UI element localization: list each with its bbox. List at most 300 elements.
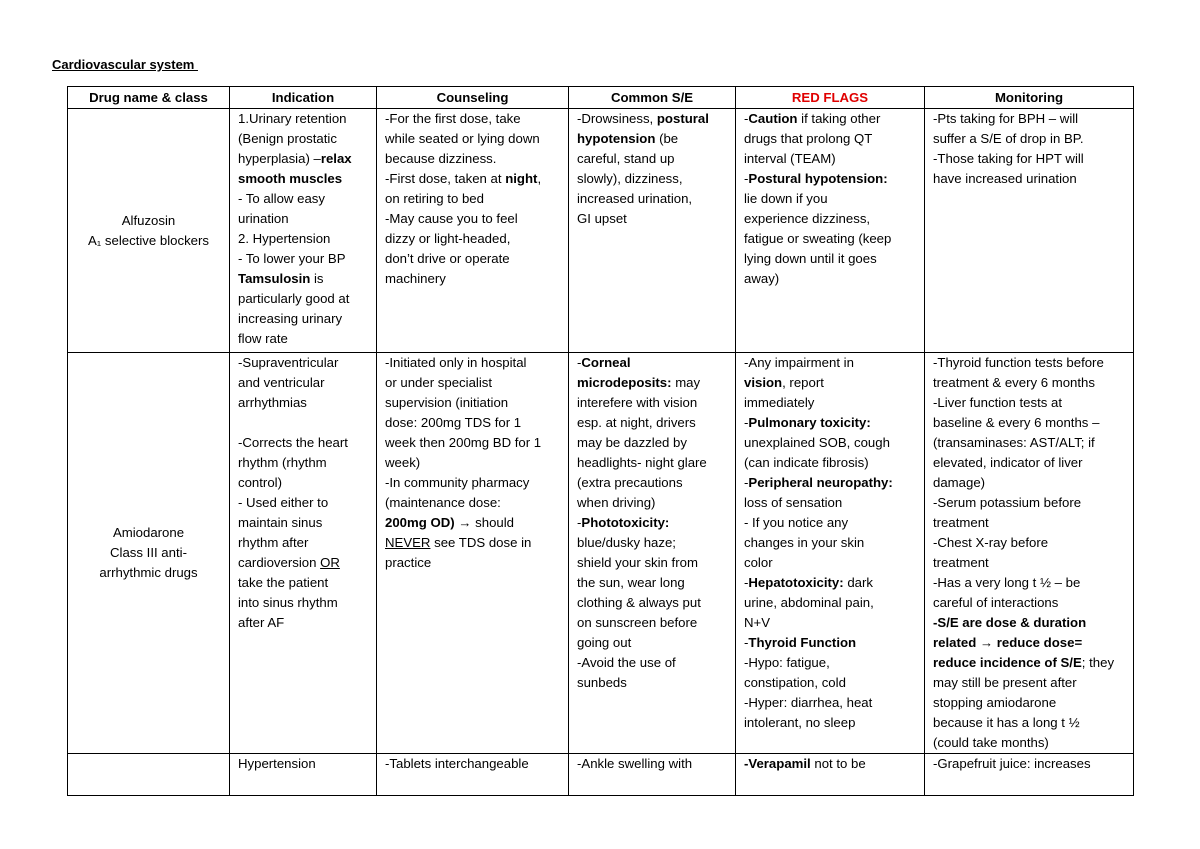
text-run: hyperplasia) – [238,151,321,166]
cell-line [577,149,735,169]
cell-line [577,373,735,393]
cell-line [933,453,1133,473]
cell-line [744,373,924,393]
text-run: -Grapefruit juice: increases [933,756,1091,771]
red-flags-cell [736,109,925,353]
cell-line [933,433,1133,453]
drug-name-line: A₁ selective blockers [88,232,209,248]
drug-name-line: Alfuzosin [121,212,176,228]
text-run: treatment [933,515,989,530]
cell-line [933,553,1133,573]
text-run: night [505,171,538,186]
text-run: shield your skin from [577,555,698,570]
text-run: Corneal [581,355,631,370]
text-run: , report [782,375,824,390]
text-run: -For the first dose, take [385,111,521,126]
cell-line [238,209,376,229]
header-counseling: Counseling [377,87,569,109]
text-run: on retiring to bed [385,191,484,206]
cell-line [385,189,568,209]
text-run: -Tablets interchangeable [385,756,529,771]
text-run: intolerant, no sleep [744,715,856,730]
text-run: - [744,415,749,430]
text-run: -Avoid the use of [577,655,676,670]
text-run: - [577,355,582,370]
cell-line [744,149,924,169]
cell-line [933,473,1133,493]
page-title: Cardiovascular system [52,57,198,72]
text-run: (be [655,131,679,146]
text-run: fatigue or sweating (keep [744,231,892,246]
header-indication: Indication [230,87,377,109]
text-run: -First dose, taken at [385,171,506,186]
cell-line [744,109,924,129]
text-run: - Used either to [238,495,329,510]
red-flags-cell [736,353,925,754]
text-run: headlights- night glare [577,455,707,470]
header-common-se: Common S/E [569,87,736,109]
text-run: and ventricular [238,375,325,390]
text-run: 2. Hypertension [238,231,331,246]
cell-line [933,573,1133,593]
text-run: - [744,635,749,650]
cell-line [385,754,568,774]
text-run: experience dizziness, [744,211,871,226]
text-run: elevated, indicator of liver [933,455,1083,470]
cell-line [577,169,735,189]
cell-line [577,633,735,653]
cell-line [744,453,924,473]
text-run: treatment [933,555,989,570]
cell-line [744,129,924,149]
cell-line [933,513,1133,533]
text-run: going out [577,635,632,650]
cell-line [933,673,1133,693]
text-run: interval (TEAM) [744,151,836,166]
text-run: -Verapamil [744,756,811,771]
cell-line [933,373,1133,393]
text-run: (transaminases: AST/ALT; if [933,435,1095,450]
text-run: week) [385,455,421,470]
cell-line [744,209,924,229]
text-run: not to be [810,756,866,771]
text-run: maintain sinus [238,515,323,530]
text-run: urination [238,211,289,226]
text-run: -Thyroid function tests before [933,355,1104,370]
cell-line [577,513,735,533]
text-run: postural [656,111,709,126]
text-run: unexplained SOB, cough [744,435,890,450]
text-run: dark [843,575,873,590]
cell-line [238,393,376,413]
text-run: microdeposits: [577,375,672,390]
cell-line [385,249,568,269]
text-run: ; they [1081,655,1115,670]
text-run: lying down until it goes [744,251,877,266]
cell-line [238,353,376,373]
text-run: - [744,575,749,590]
red-flags-cell [736,754,925,796]
cell-line [744,393,924,413]
cell-line [238,149,376,169]
text-run: hypotension [577,131,656,146]
cell-line [385,413,568,433]
cell-line [238,373,376,393]
cell-line [577,754,735,774]
cell-line [577,533,735,553]
text-run: N+V [744,615,771,630]
text-run: Postural hypotension: [748,171,888,186]
cell-line [933,149,1133,169]
text-run: blue/dusky haze; [577,535,676,550]
cell-line [933,393,1133,413]
text-run: -Has a very long t ½ – be [933,575,1081,590]
text-run: GI upset [577,211,627,226]
cell-line [744,169,924,189]
cell-line [744,553,924,573]
text-run: arrhythmias [238,395,307,410]
cell-line [933,353,1133,373]
cell-line [744,533,924,553]
cell-line [238,109,376,129]
text-run: Tamsulosin [238,271,311,286]
text-run: color [744,555,773,570]
drug-name-line: arrhythmic drugs [99,565,198,580]
indication-cell [230,754,377,796]
cell-line [933,653,1133,673]
cell-line [385,513,568,533]
counseling-cell [377,109,569,353]
cell-line [238,613,376,633]
cell-line [238,169,376,189]
text-run: or under specialist [385,375,493,390]
header-red-flags: RED FLAGS [736,87,925,109]
drug-name-cell [68,754,230,796]
text-run: OR [320,555,340,570]
cell-line [744,433,924,453]
text-run: -Corrects the heart [238,435,348,450]
cell-line [744,249,924,269]
cell-line [238,473,376,493]
cell-line [577,189,735,209]
cell-line [933,533,1133,553]
cell-line [744,613,924,633]
text-run: rhythm after [238,535,309,550]
text-run: (could take months) [933,735,1049,750]
text-run: rhythm (rhythm [238,455,327,470]
text-run: -S/E are dose & duration [933,615,1087,630]
cell-line [933,593,1133,613]
text-run: have increased urination [933,171,1077,186]
text-run: when driving) [577,495,656,510]
cell-line [385,433,568,453]
cell-line [577,653,735,673]
cell-line [577,129,735,149]
text-run: damage) [933,475,986,490]
indication-cell [230,109,377,353]
cell-line [238,593,376,613]
text-run: if taking other [797,111,881,126]
cell-line [933,129,1133,149]
text-run: careful of interactions [933,595,1059,610]
text-run: clothing & always put [577,595,701,610]
text-run: interefere with vision [577,395,698,410]
text-run: (extra precautions [577,475,683,490]
text-run: may be dazzled by [577,435,687,450]
text-run: the sun, wear long [577,575,685,590]
text-run: dizzy or light-headed, [385,231,511,246]
text-run: may still be present after [933,675,1077,690]
drug-name-cell [68,353,230,754]
cell-line [933,109,1133,129]
cell-line [744,229,924,249]
cell-line [744,493,924,513]
text-run: Phototoxicity: [581,515,670,530]
cell-line [385,393,568,413]
cell-line [238,553,376,573]
text-run: -Serum potassium before [933,495,1082,510]
text-run: - [744,475,749,490]
cell-line [744,633,924,653]
cell-line [933,633,1133,653]
text-run: suffer a S/E of drop in BP. [933,131,1084,146]
text-run: away) [744,271,780,286]
cell-line [238,433,376,453]
cell-line [385,533,568,553]
text-run: -Those taking for HPT will [933,151,1084,166]
cell-line [577,553,735,573]
text-run: (Benign prostatic [238,131,337,146]
cell-line [238,513,376,533]
text-run: flow rate [238,331,288,346]
text-run: related → reduce dose= [933,635,1083,650]
text-run: careful, stand up [577,151,675,166]
cell-line [577,493,735,513]
cell-line [577,593,735,613]
text-run: increased urination, [577,191,693,206]
counseling-cell [377,754,569,796]
text-run: slowly), dizziness, [577,171,683,186]
text-run: - To lower your BP [238,251,346,266]
monitoring-cell [925,353,1134,754]
cell-line [933,613,1133,633]
text-run: Peripheral neuropathy: [748,475,893,490]
text-run: is [310,271,324,286]
cell-line [238,573,376,593]
text-run: because dizziness. [385,151,497,166]
text-run: Hepatotoxicity: [748,575,844,590]
text-run: vision [744,375,783,390]
text-run: stopping amiodarone [933,695,1057,710]
drug-name-cell [68,109,230,353]
cell-line [385,229,568,249]
cell-line [385,109,568,129]
text-run: -Liver function tests at [933,395,1063,410]
drug-table [67,86,1134,796]
text-run: may [671,375,701,390]
cell-line [238,229,376,249]
cell-line [933,754,1133,774]
text-run: Pulmonary toxicity: [748,415,871,430]
cell-line [744,189,924,209]
text-run: baseline & every 6 months – [933,415,1100,430]
cell-line [744,269,924,289]
cell-line [933,713,1133,733]
text-run: -Pts taking for BPH – will [933,111,1079,126]
cell-line [744,593,924,613]
cell-line [385,553,568,573]
cell-line [744,413,924,433]
cell-line [577,573,735,593]
text-run: supervision (initiation [385,395,509,410]
text-run: -Hypo: fatigue, [744,655,830,670]
cell-line [385,149,568,169]
side-effects-cell [569,109,736,353]
cell-line [238,289,376,309]
cell-line [238,249,376,269]
table-row [68,754,1134,796]
text-run: control) [238,475,282,490]
side-effects-cell [569,754,736,796]
text-run: -In community pharmacy [385,475,530,490]
text-run: (maintenance dose: [385,495,501,510]
cell-line [933,413,1133,433]
text-run: → should [454,515,515,530]
cell-line [238,309,376,329]
cell-line [385,269,568,289]
text-run: increasing urinary [238,311,343,326]
cell-line [577,433,735,453]
cell-line [744,653,924,673]
side-effects-cell [569,353,736,754]
cell-line [238,189,376,209]
text-run: Thyroid Function [748,635,857,650]
cell-line [744,473,924,493]
cell-line [238,269,376,289]
cell-line [238,533,376,553]
table-row [68,109,1134,353]
cell-line [238,453,376,473]
text-run: -Chest X-ray before [933,535,1049,550]
text-run: cardioversion [238,555,321,570]
indication-cell [230,353,377,754]
text-run: take the patient [238,575,329,590]
text-run: into sinus rhythm [238,595,338,610]
table-header-row [68,87,1134,109]
text-run: - [744,111,749,126]
text-run: Caution [748,111,798,126]
cell-line [577,413,735,433]
text-run: , [537,171,542,186]
text-run: reduce incidence of S/E [933,655,1082,670]
text-run: because it has a long t ½ [933,715,1080,730]
cell-line [933,169,1133,189]
text-run: urine, abdominal pain, [744,595,874,610]
cell-line [238,754,376,774]
text-run: NEVER [385,535,431,550]
text-run: dose: 200mg TDS for 1 [385,415,522,430]
cell-line [577,613,735,633]
cell-line [744,754,924,774]
cell-line [238,329,376,349]
cell-line [385,209,568,229]
text-run: after AF [238,615,285,630]
table-row [68,353,1134,754]
cell-line [385,169,568,189]
text-run: on sunscreen before [577,615,698,630]
cell-line [577,673,735,693]
cell-line [933,493,1133,513]
header-monitoring: Monitoring [925,87,1134,109]
text-run: - To allow easy [238,191,325,206]
cell-line [577,453,735,473]
text-run: constipation, cold [744,675,846,690]
text-run: machinery [385,271,446,286]
cell-line [238,129,376,149]
blank-line [238,413,376,433]
cell-line [744,673,924,693]
text-run: loss of sensation [744,495,843,510]
cell-line [744,713,924,733]
text-run: particularly good at [238,291,350,306]
text-run: week then 200mg BD for 1 [385,435,542,450]
text-run: changes in your skin [744,535,865,550]
text-run: immediately [744,395,815,410]
text-run: sunbeds [577,675,627,690]
cell-line [577,473,735,493]
cell-line [385,353,568,373]
monitoring-cell [925,754,1134,796]
drug-name-line: Class III anti- [110,545,187,560]
cell-line [385,373,568,393]
counseling-cell [377,353,569,754]
text-run: see TDS dose in [430,535,532,550]
text-run: smooth muscles [238,171,343,186]
cell-line [577,353,735,373]
cell-line [238,493,376,513]
text-run: 200mg OD) [385,515,455,530]
text-run: treatment & every 6 months [933,375,1095,390]
text-run: drugs that prolong QT [744,131,873,146]
text-run: - If you notice any [744,515,849,530]
cell-line [933,733,1133,753]
text-run: -May cause you to feel [385,211,518,226]
header-drug-name: Drug name & class [68,87,230,109]
text-run: relax [320,151,352,166]
cell-line [744,353,924,373]
cell-line [744,693,924,713]
text-run: -Supraventricular [238,355,339,370]
text-run: -Drowsiness, [577,111,657,126]
monitoring-cell [925,109,1134,353]
text-run: (can indicate fibrosis) [744,455,869,470]
cell-line [577,209,735,229]
text-run: - [744,171,749,186]
text-run: -Hyper: diarrhea, heat [744,695,873,710]
cell-line [744,513,924,533]
text-run: Hypertension [238,756,316,771]
text-run: 1.Urinary retention [238,111,347,126]
cell-line [385,129,568,149]
drug-name-line: Amiodarone [112,525,185,540]
text-run: -Ankle swelling with [577,756,693,771]
cell-line [577,393,735,413]
cell-line [385,453,568,473]
cell-line [744,573,924,593]
text-run: while seated or lying down [385,131,540,146]
cell-line [577,109,735,129]
text-run: -Initiated only in hospital [385,355,527,370]
